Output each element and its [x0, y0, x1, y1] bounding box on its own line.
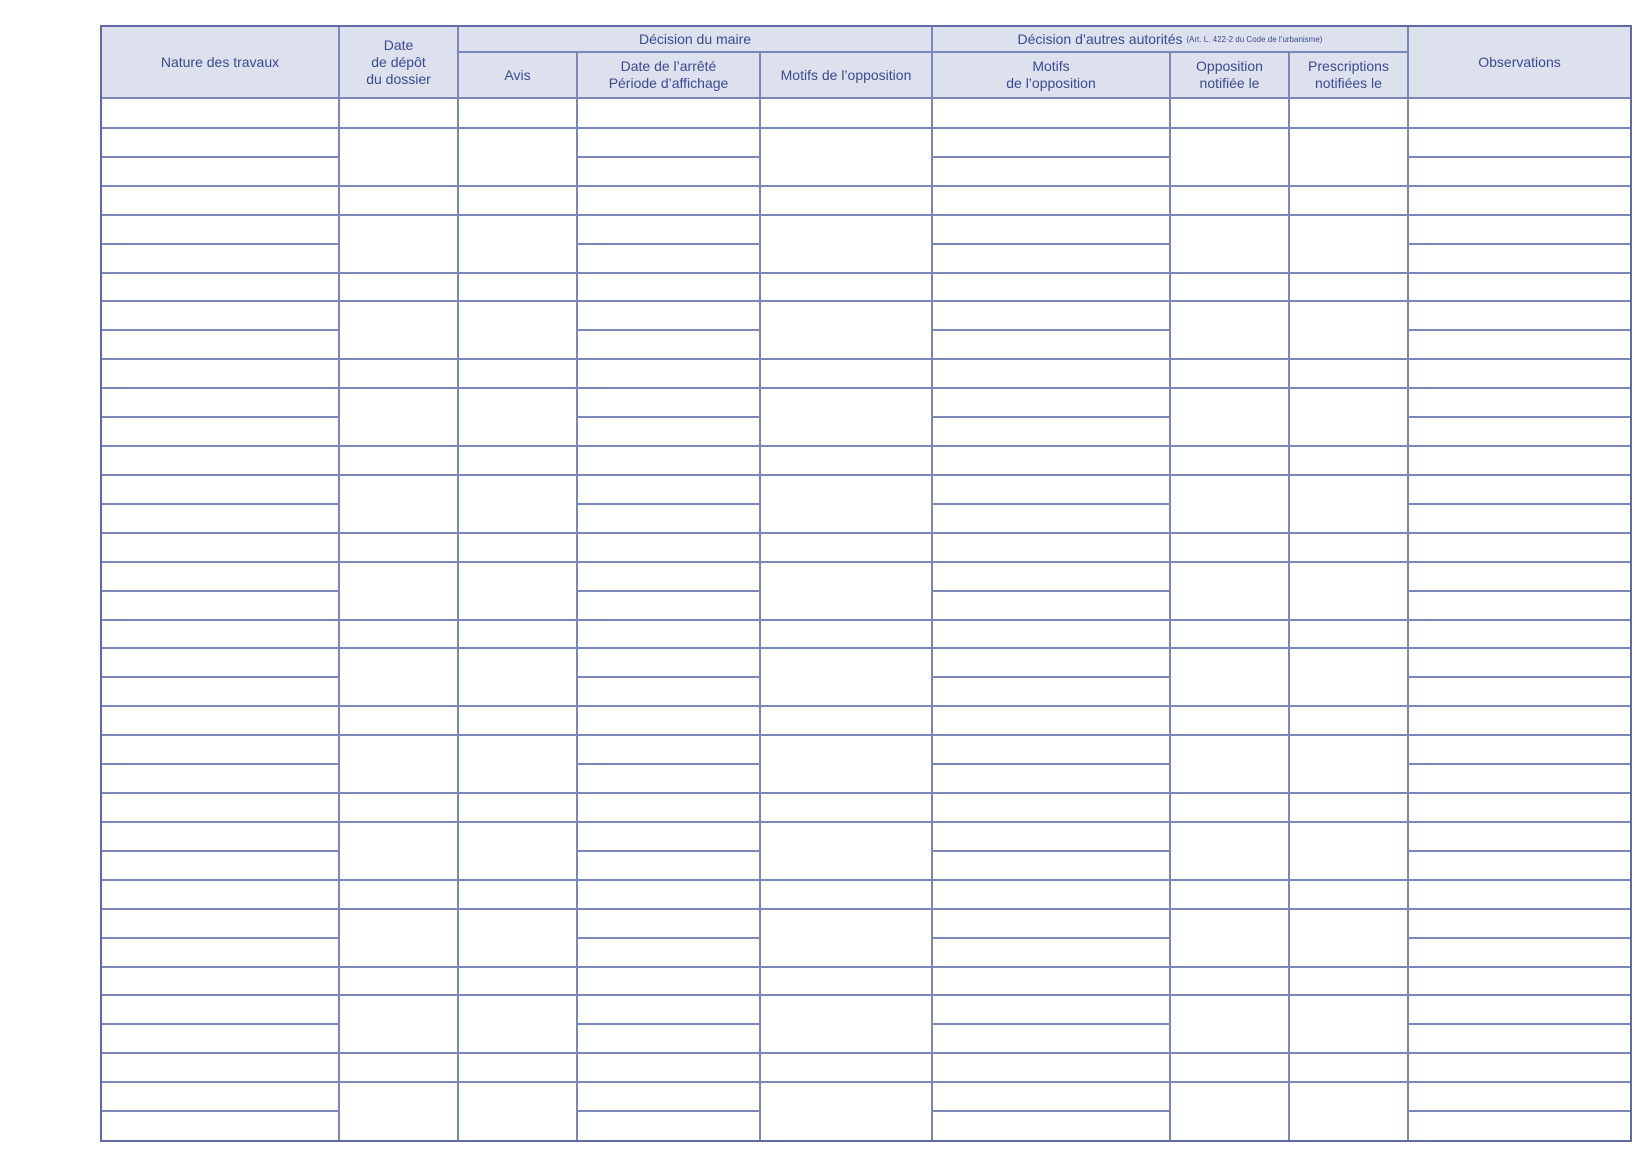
subrow-separator [102, 937, 338, 939]
entry-field-opposition-notifiee[interactable] [1171, 534, 1288, 561]
entry-field-observations[interactable] [1409, 621, 1630, 648]
entry-field-date-arrete[interactable] [578, 881, 759, 908]
subrow-separator [1407, 503, 1630, 505]
subrow-separator [576, 937, 759, 939]
entry-field-motifs-autres[interactable] [933, 621, 1169, 648]
entry-field-nature[interactable] [104, 100, 338, 127]
subrow-separator [931, 590, 1169, 592]
subrow-separator [931, 1023, 1169, 1025]
header-divider-v [1407, 27, 1409, 97]
entry-field-motifs-autres[interactable] [933, 274, 1169, 301]
entry-field-date-depot[interactable] [340, 447, 457, 474]
entry-field-opposition-notifiee[interactable] [1171, 881, 1288, 908]
header-group-decision-autres [933, 27, 1407, 51]
entry-field-nature[interactable] [104, 534, 338, 561]
entry-field-observations[interactable] [1409, 1054, 1630, 1081]
entry-field-date-arrete[interactable] [578, 534, 759, 561]
entry-field-avis[interactable] [459, 274, 576, 301]
entry-field-opposition-notifiee[interactable] [1171, 968, 1288, 995]
subrow-separator [576, 763, 759, 765]
entry-field-date-arrete[interactable] [578, 447, 759, 474]
subrow-separator [102, 214, 1630, 216]
entry-field-motifs-autres[interactable] [933, 707, 1169, 734]
entry-field-opposition-notifiee[interactable] [1171, 621, 1288, 648]
entry-field-date-depot[interactable] [340, 100, 457, 127]
subrow-separator [102, 850, 338, 852]
subrow-separator [1407, 850, 1630, 852]
column-divider [338, 99, 340, 1140]
entry-field-date-arrete[interactable] [578, 187, 759, 214]
entry-field-avis[interactable] [459, 794, 576, 821]
entry-field-observations[interactable] [1409, 360, 1630, 387]
entry-field-avis[interactable] [459, 534, 576, 561]
header-nature-des-travaux: Nature des travaux [102, 27, 338, 97]
entry-field-prescriptions-notifiees[interactable] [1290, 794, 1407, 821]
subrow-separator [102, 590, 338, 592]
entry-field-observations[interactable] [1409, 274, 1630, 301]
subrow-separator [102, 329, 338, 331]
entry-field-motifs-maire[interactable] [761, 707, 931, 734]
header-avis: Avis [459, 53, 576, 97]
header-divider-v [457, 27, 459, 97]
entry-field-motifs-maire[interactable] [761, 447, 931, 474]
entry-field-date-depot[interactable] [340, 274, 457, 301]
subrow-separator [1407, 416, 1630, 418]
entry-field-date-depot[interactable] [340, 621, 457, 648]
subrow-separator [576, 850, 759, 852]
subrow-separator [931, 416, 1169, 418]
entry-field-motifs-autres[interactable] [933, 360, 1169, 387]
entry-field-avis[interactable] [459, 707, 576, 734]
header-group-autres-reference: (Art. L. 422-2 du Code de l’urbanisme) [1186, 34, 1323, 44]
subrow-separator [102, 763, 338, 765]
subrow-separator [931, 850, 1169, 852]
subrow-separator [931, 329, 1169, 331]
subrow-separator [102, 1110, 338, 1112]
entry-field-date-depot[interactable] [340, 1054, 457, 1081]
entry-field-observations[interactable] [1409, 881, 1630, 908]
entry-field-prescriptions-notifiees[interactable] [1290, 707, 1407, 734]
entry-field-motifs-autres[interactable] [933, 534, 1169, 561]
header-divider-v [1169, 51, 1171, 97]
entry-field-prescriptions-notifiees[interactable] [1290, 534, 1407, 561]
subrow-separator [102, 416, 338, 418]
entry-field-motifs-autres[interactable] [933, 968, 1169, 995]
subrow-separator [102, 676, 338, 678]
column-divider [931, 99, 933, 1140]
subrow-separator [1407, 1023, 1630, 1025]
entry-field-date-depot[interactable] [340, 968, 457, 995]
header-date-arrete: Date de l’arrêté Période d’affichage [578, 53, 759, 97]
entry-field-date-arrete[interactable] [578, 1054, 759, 1081]
entry-field-date-depot[interactable] [340, 707, 457, 734]
entry-field-motifs-maire[interactable] [761, 187, 931, 214]
subrow-separator [931, 243, 1169, 245]
subrow-separator [102, 821, 1630, 823]
entry-field-date-arrete[interactable] [578, 621, 759, 648]
subrow-separator [102, 156, 338, 158]
entry-field-prescriptions-notifiees[interactable] [1290, 187, 1407, 214]
entry-field-avis[interactable] [459, 187, 576, 214]
entry-field-observations[interactable] [1409, 447, 1630, 474]
entry-field-avis[interactable] [459, 360, 576, 387]
header-divider-v [759, 51, 761, 97]
entry-field-motifs-autres[interactable] [933, 1054, 1169, 1081]
entry-field-avis[interactable] [459, 447, 576, 474]
entry-field-observations[interactable] [1409, 794, 1630, 821]
subrow-separator [931, 937, 1169, 939]
column-divider [576, 99, 578, 1140]
entry-field-avis[interactable] [459, 968, 576, 995]
entry-field-nature[interactable] [104, 794, 338, 821]
entry-field-prescriptions-notifiees[interactable] [1290, 968, 1407, 995]
subrow-separator [102, 1023, 338, 1025]
header-divider-v [338, 27, 340, 97]
entry-field-avis[interactable] [459, 621, 576, 648]
entry-field-date-depot[interactable] [340, 534, 457, 561]
entry-field-motifs-maire[interactable] [761, 621, 931, 648]
entry-field-motifs-autres[interactable] [933, 187, 1169, 214]
entry-field-prescriptions-notifiees[interactable] [1290, 360, 1407, 387]
subrow-separator [102, 1081, 1630, 1083]
subrow-separator [576, 503, 759, 505]
entry-field-opposition-notifiee[interactable] [1171, 1054, 1288, 1081]
entry-field-nature[interactable] [104, 447, 338, 474]
entry-field-observations[interactable] [1409, 968, 1630, 995]
column-divider [457, 99, 459, 1140]
subrow-separator [576, 243, 759, 245]
entry-field-date-arrete[interactable] [578, 968, 759, 995]
subrow-separator [1407, 590, 1630, 592]
header-observations: Observations [1409, 27, 1630, 97]
entry-field-avis[interactable] [459, 881, 576, 908]
subrow-separator [931, 763, 1169, 765]
subrow-separator [576, 1023, 759, 1025]
subrow-separator [102, 243, 338, 245]
entry-field-prescriptions-notifiees[interactable] [1290, 447, 1407, 474]
header-divider-v [931, 27, 933, 97]
subrow-separator [1407, 1110, 1630, 1112]
subrow-separator [931, 503, 1169, 505]
header-prescriptions-notifiees: Prescriptions notifiées le [1290, 53, 1407, 97]
entry-field-prescriptions-notifiees[interactable] [1290, 100, 1407, 127]
entry-field-motifs-maire[interactable] [761, 100, 931, 127]
entry-field-date-arrete[interactable] [578, 794, 759, 821]
subrow-separator [102, 561, 1630, 563]
entry-field-opposition-notifiee[interactable] [1171, 100, 1288, 127]
register-table [100, 25, 1632, 1142]
column-divider [1407, 99, 1409, 1140]
entry-field-motifs-maire[interactable] [761, 794, 931, 821]
entry-field-opposition-notifiee[interactable] [1171, 794, 1288, 821]
entry-field-nature[interactable] [104, 1054, 338, 1081]
subrow-separator [576, 416, 759, 418]
header-opposition-notifiee: Opposition notifiée le [1171, 53, 1288, 97]
subrow-separator [576, 676, 759, 678]
entry-field-avis[interactable] [459, 100, 576, 127]
entry-field-date-arrete[interactable] [578, 360, 759, 387]
subrow-separator [931, 1110, 1169, 1112]
entry-field-date-depot[interactable] [340, 794, 457, 821]
entry-field-motifs-maire[interactable] [761, 534, 931, 561]
subrow-separator [576, 156, 759, 158]
header-motifs-opposition-autres: Motifs de l’opposition [933, 53, 1169, 97]
entry-field-motifs-maire[interactable] [761, 1054, 931, 1081]
entry-field-motifs-maire[interactable] [761, 360, 931, 387]
entry-field-date-depot[interactable] [340, 187, 457, 214]
entry-field-motifs-autres[interactable] [933, 794, 1169, 821]
subrow-separator [1407, 329, 1630, 331]
entry-field-prescriptions-notifiees[interactable] [1290, 621, 1407, 648]
entry-field-opposition-notifiee[interactable] [1171, 360, 1288, 387]
subrow-separator [1407, 156, 1630, 158]
column-divider [1169, 99, 1171, 1140]
subrow-separator [102, 387, 1630, 389]
subrow-separator [102, 127, 1630, 129]
entry-field-observations[interactable] [1409, 100, 1630, 127]
column-divider [1288, 99, 1290, 1140]
entry-field-nature[interactable] [104, 968, 338, 995]
entry-field-nature[interactable] [104, 621, 338, 648]
entry-field-nature[interactable] [104, 187, 338, 214]
entry-field-opposition-notifiee[interactable] [1171, 274, 1288, 301]
entry-field-date-arrete[interactable] [578, 100, 759, 127]
entry-field-nature[interactable] [104, 360, 338, 387]
entry-field-opposition-notifiee[interactable] [1171, 187, 1288, 214]
entry-field-motifs-maire[interactable] [761, 968, 931, 995]
subrow-separator [102, 474, 1630, 476]
header-divider-v [1288, 51, 1290, 97]
entry-field-motifs-maire[interactable] [761, 881, 931, 908]
subrow-separator [931, 156, 1169, 158]
subrow-separator [576, 329, 759, 331]
header-date-depot: Date de dépôt du dossier [340, 27, 457, 97]
entry-field-date-depot[interactable] [340, 360, 457, 387]
header-divider-h [457, 51, 1407, 53]
entry-field-observations[interactable] [1409, 534, 1630, 561]
subrow-separator [1407, 763, 1630, 765]
header-bottom-rule [102, 97, 1630, 99]
entry-field-date-arrete[interactable] [578, 707, 759, 734]
subrow-separator [1407, 676, 1630, 678]
entry-field-observations[interactable] [1409, 707, 1630, 734]
subrow-separator [576, 1110, 759, 1112]
subrow-separator [102, 908, 1630, 910]
entry-field-opposition-notifiee[interactable] [1171, 447, 1288, 474]
header-group-autres-label: Décision d’autres autorités [1017, 30, 1183, 47]
entry-field-avis[interactable] [459, 1054, 576, 1081]
entry-field-date-arrete[interactable] [578, 274, 759, 301]
entry-field-nature[interactable] [104, 881, 338, 908]
subrow-separator [102, 503, 338, 505]
entry-field-nature[interactable] [104, 274, 338, 301]
entry-field-nature[interactable] [104, 707, 338, 734]
subrow-separator [102, 734, 1630, 736]
entry-field-prescriptions-notifiees[interactable] [1290, 1054, 1407, 1081]
entry-field-motifs-maire[interactable] [761, 274, 931, 301]
entry-field-motifs-autres[interactable] [933, 881, 1169, 908]
entry-field-motifs-autres[interactable] [933, 447, 1169, 474]
header-divider-v [576, 51, 578, 97]
entry-field-opposition-notifiee[interactable] [1171, 707, 1288, 734]
entry-field-prescriptions-notifiees[interactable] [1290, 881, 1407, 908]
column-divider [759, 99, 761, 1140]
subrow-separator [576, 590, 759, 592]
subrow-separator [1407, 937, 1630, 939]
entry-field-date-depot[interactable] [340, 881, 457, 908]
subrow-separator [1407, 243, 1630, 245]
header-motifs-opposition-maire: Motifs de l’opposition [761, 53, 931, 97]
entry-field-observations[interactable] [1409, 187, 1630, 214]
entry-field-prescriptions-notifiees[interactable] [1290, 274, 1407, 301]
entry-field-motifs-autres[interactable] [933, 100, 1169, 127]
subrow-separator [931, 676, 1169, 678]
header-group-decision-maire: Décision du maire [459, 27, 931, 51]
